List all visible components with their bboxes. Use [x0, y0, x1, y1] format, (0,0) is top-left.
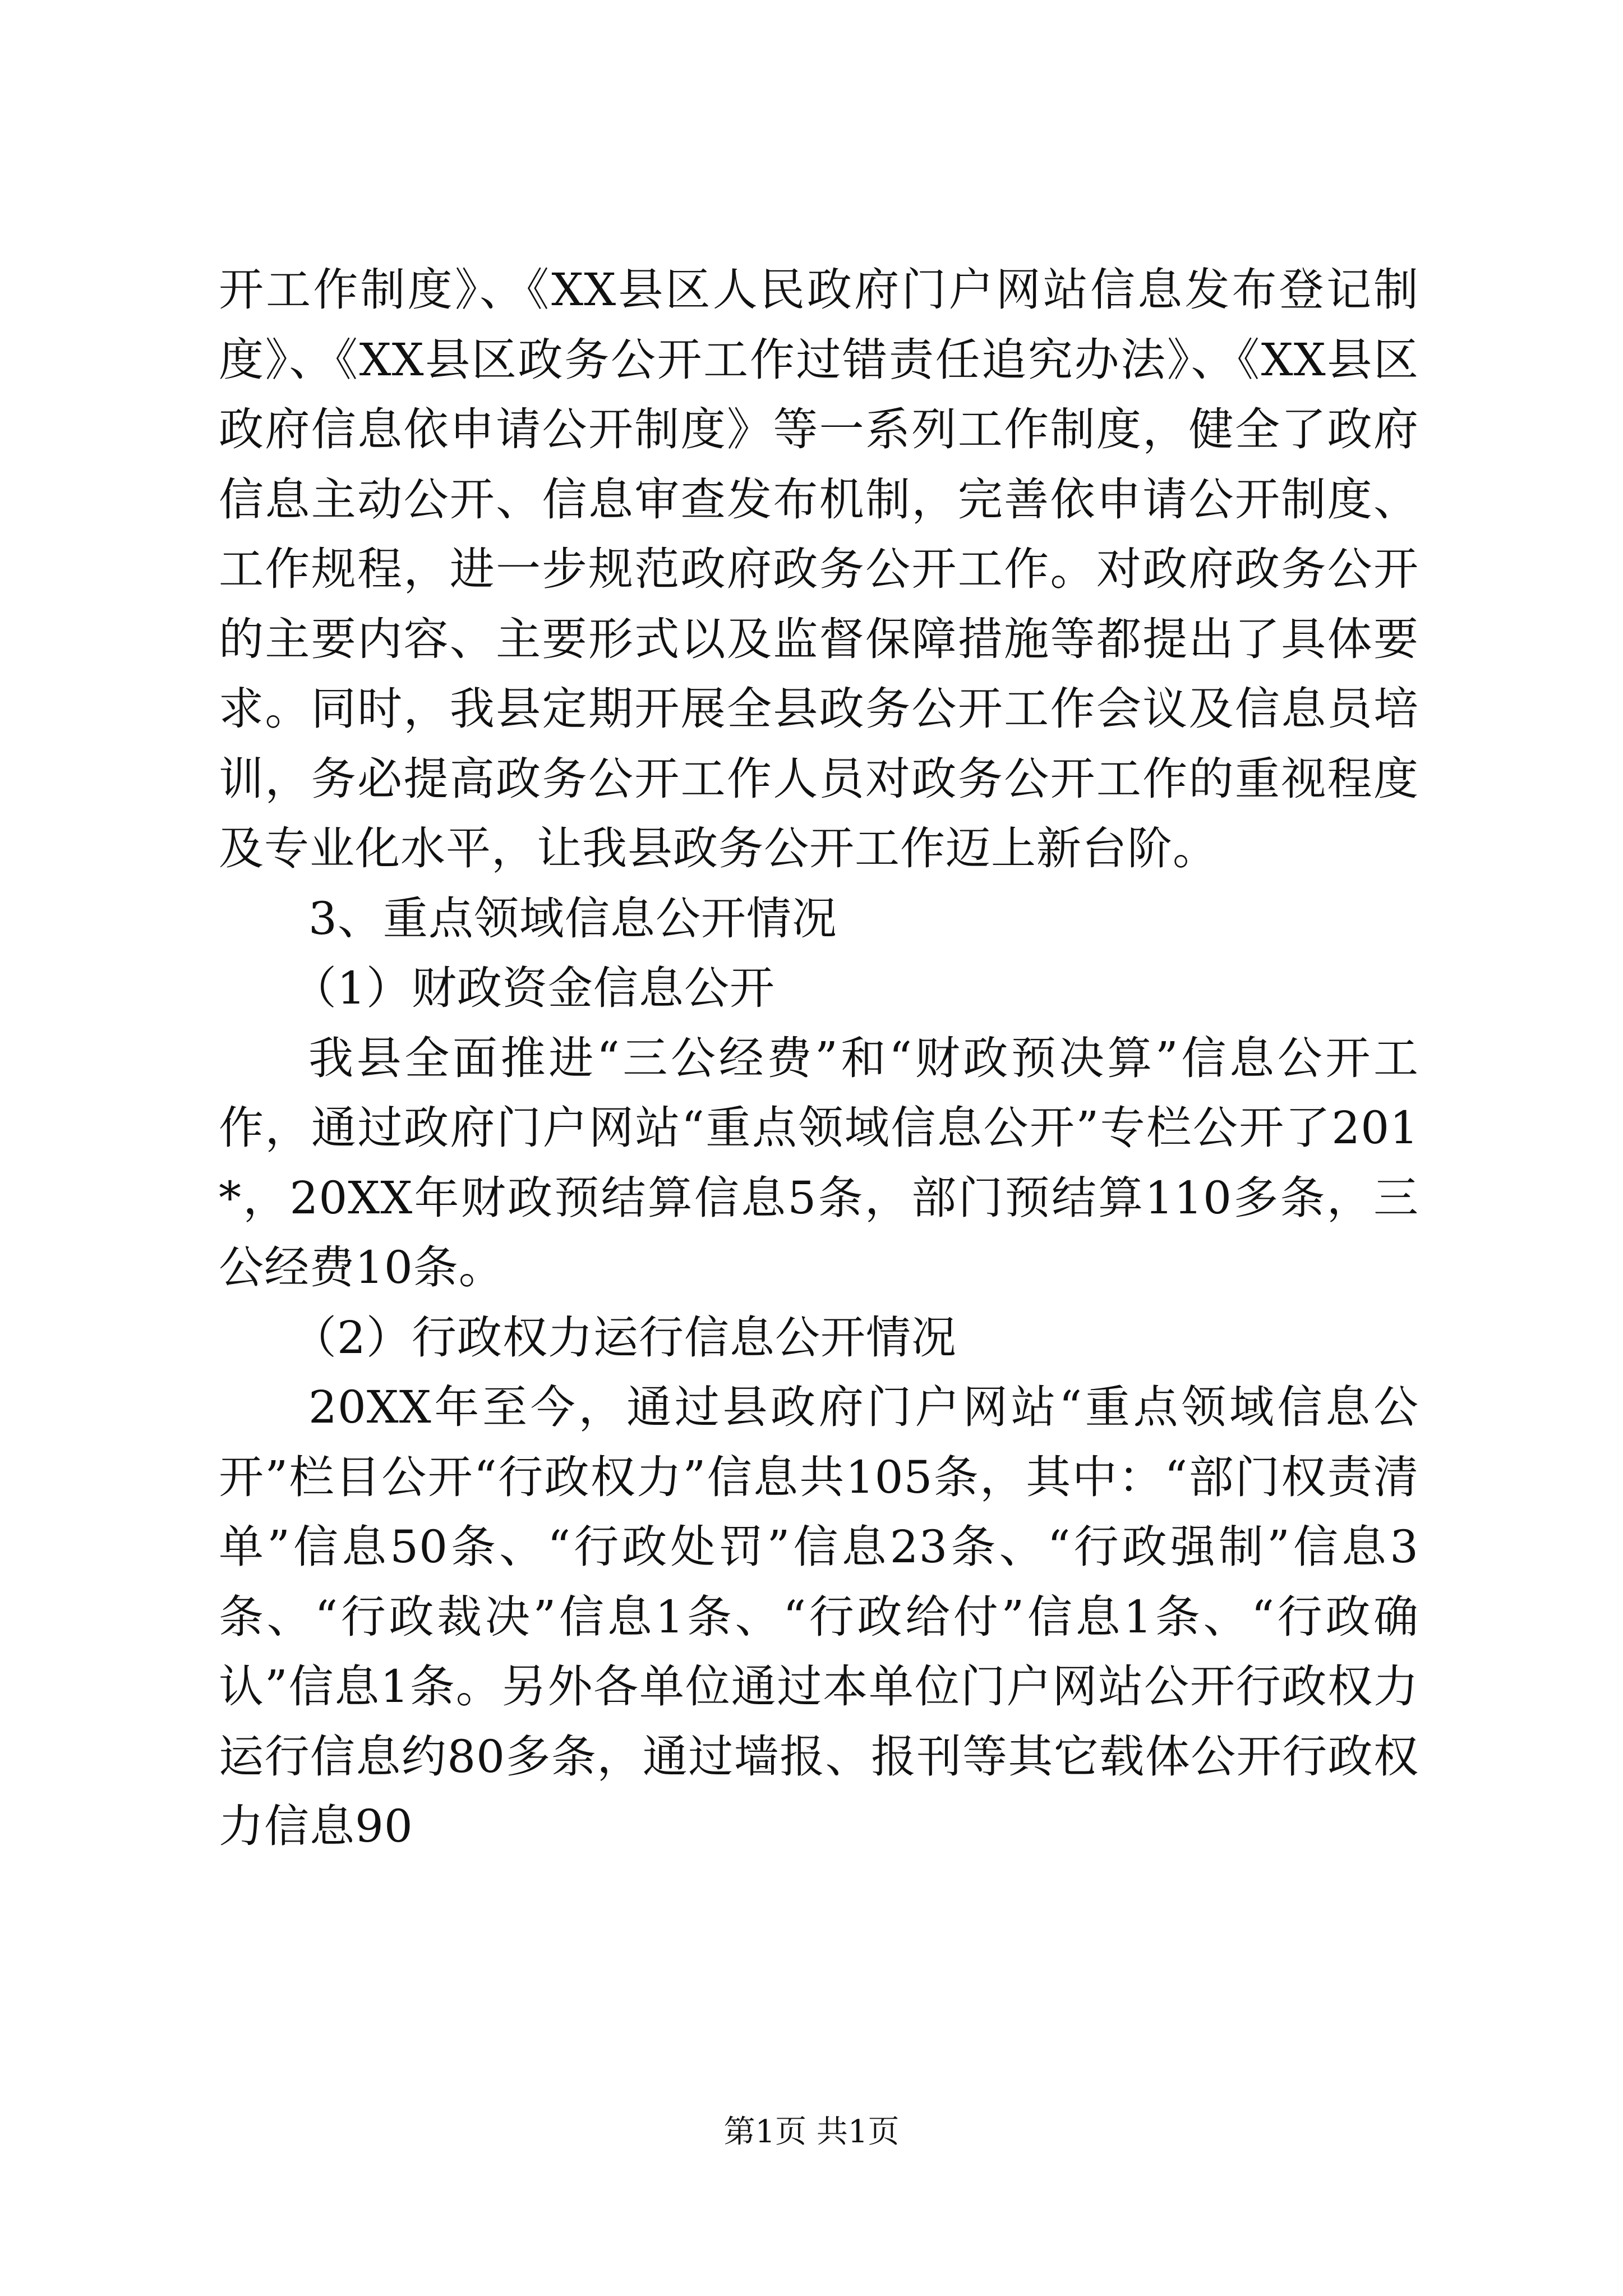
- subheading-fiscal-funds: （1）财政资金信息公开: [292, 962, 775, 1014]
- paragraph-administrative-power: 20XX年至今，通过县政府门户网站“重点领域信息公开”栏目公开“行政权力”信息共105条，其中：“部门权责清单”信息50条、“行政处罚”信息23条、“行政强制”信息3条、“行政裁决”信息1条、“行政给付”信息1条、“行政确认”信息1条。另外各单位通过本单位门户网站公开行政权力运行信息约80多条，通过墙报、报刊等其它载体公开行政权力信息90: [219, 1381, 1419, 1852]
- page-footer: 第1页 共1页: [723, 2114, 900, 2150]
- section-heading-key-areas: 3、重点领域信息公开情况: [308, 892, 837, 945]
- paragraph-system-regulations: 开工作制度》、《XX县区人民政府门户网站信息发布登记制度》、《XX县区政务公开工作过错责任追究办法》、《XX县区政府信息依申请公开制度》等一系列工作制度，健全了政府信息主动公开、信息审查发布机制，完善依申请公开制度、工作规程，进一步规范政府政务公开工作。对政府政务公开的主要内容、主要形式以及监督保障措施等都提出了具体要求。同时，我县定期开展全县政务公开工作会议及信息员培训，务必提高政务公开工作人员对政务公开工作的重视程度及专业化水平，让我县政务公开工作迈上新台阶。: [219, 264, 1419, 875]
- subheading-administrative-power: （2）行政权力运行信息公开情况: [292, 1311, 957, 1364]
- paragraph-fiscal-funds: 我县全面推进“三公经费”和“财政预决算”信息公开工作，通过政府门户网站“重点领域信息公开”专栏公开了201*，20XX年财政预结算信息5条，部门预结算110多条，三公经费10条。: [219, 1032, 1419, 1294]
- document-body: [219, 255, 1419, 1862]
